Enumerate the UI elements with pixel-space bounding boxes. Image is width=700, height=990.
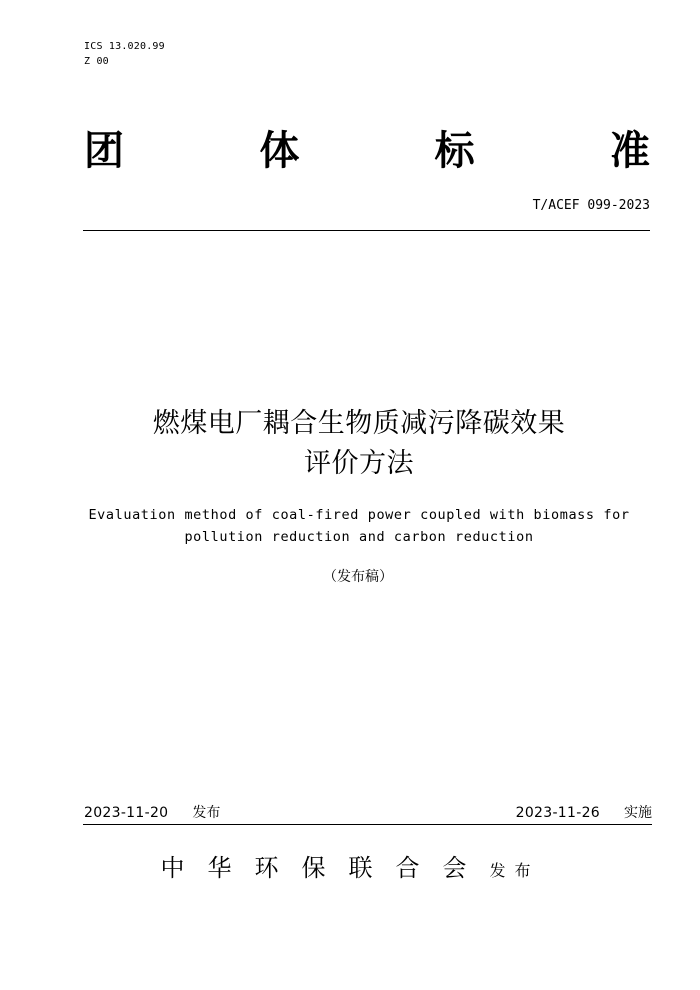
title-en-line1: Evaluation method of coal-fired power coupled with biomass for (88, 507, 630, 523)
bottom-divider (83, 824, 652, 825)
top-divider (83, 230, 650, 231)
standard-type-char: 体 (259, 128, 300, 174)
issuer-suffix: 发布 (489, 861, 540, 880)
implement-date: 2023-11-26 (515, 805, 600, 821)
title-en-line2: pollution reduction and carbon reduction (184, 529, 534, 545)
publish-date-block (84, 804, 220, 822)
standard-type-char: 标 (434, 128, 475, 174)
standard-number: T/ACEF 099-2023 (532, 198, 650, 213)
standard-type-char: 准 (609, 128, 650, 174)
ics-code: ICS 13.020.99 (84, 41, 165, 52)
title-cn-line2: 评价方法 (304, 448, 414, 479)
implement-date-block (516, 804, 652, 822)
issuer-organization: 中华环保联合会 (160, 854, 490, 882)
title-cn-line1: 燃煤电厂耦合生物质减污降碳效果 (152, 408, 566, 439)
publish-date: 2023-11-20 (84, 805, 169, 821)
draft-status: （发布稿） (323, 569, 393, 585)
implement-label: 实施 (624, 805, 652, 821)
ccs-code: Z 00 (84, 56, 109, 67)
issuer-line (0, 852, 700, 887)
standard-type-char: 团 (84, 128, 124, 174)
standard-type-heading (84, 126, 650, 176)
publish-label: 发布 (192, 805, 221, 821)
